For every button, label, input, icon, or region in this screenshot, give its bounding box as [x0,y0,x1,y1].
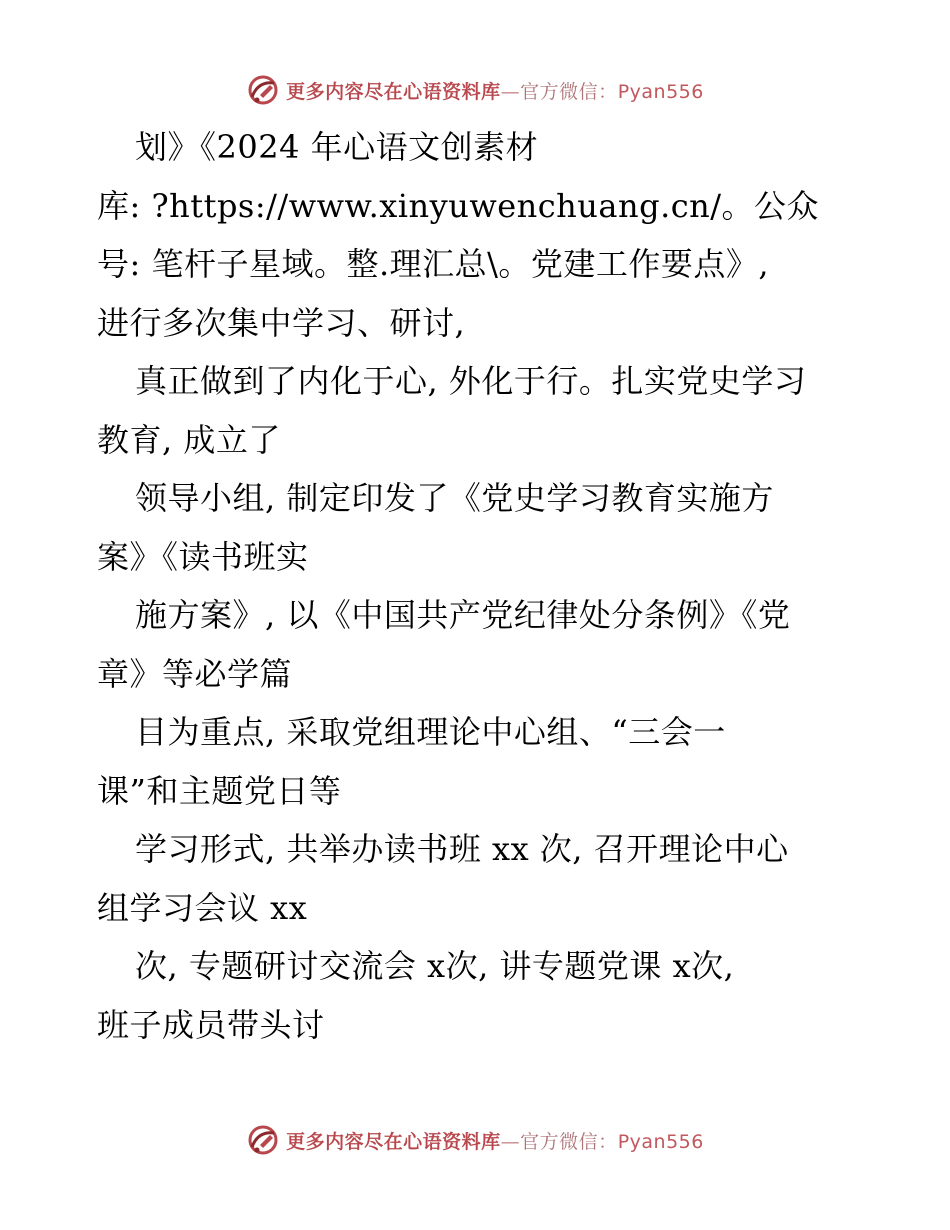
text-line: 目为重点, 采取党组理论中心组、“三会一 [135,713,726,751]
text-line: 真正做到了内化于心, 外化于行。扎实党史学习 [135,362,807,400]
footer-banner [0,1120,950,1160]
text-line: 案》《读书班实 [97,537,309,576]
text-line: 学习形式, 共举办读书班 xx 次, 召开理论中心 [135,830,789,868]
text-line: 领导小组, 制定印发了《党史学习教育实施方 [135,479,774,517]
text-line: 班子成员带头讨 [97,1005,325,1044]
document-body [97,118,887,1054]
text-line: 次, 专题研讨交流会 x次, 讲专题党课 x次, [135,947,735,985]
text-line: 划》《2024 年心语文创素材 [135,128,539,166]
header-banner [0,70,950,110]
text-line: 课”和主题党日等 [97,771,342,810]
text-line: 号: 笔杆子星域。整.理汇总\。党建工作要点》, [97,245,770,283]
banner-main-text: 更多内容尽在心语资料库 [286,1130,501,1153]
pen-swirl-logo-icon [246,73,280,107]
banner-main-text: 更多内容尽在心语资料库 [286,80,501,103]
banner-dash: — [500,80,521,103]
text-line: 库: ?https://www.xinyuwenchuang.cn/。公众 [97,186,820,225]
pen-swirl-logo-icon [246,1123,280,1157]
banner-wechat-id: Pyan556 [617,1130,704,1153]
text-line: 进行多次集中学习、研讨, [97,303,466,342]
banner-dash: — [500,1130,521,1153]
text-line: 施方案》, 以《中国共产党纪律处分条例》《党 [135,596,791,634]
text-line: 组学习会议 xx [97,888,308,927]
text-line: 章》等必学篇 [97,654,293,693]
banner-wechat-label: 官方微信： [520,80,618,103]
banner-wechat-label: 官方微信： [520,1130,618,1153]
text-line: 教育, 成立了 [97,420,281,459]
banner-wechat-id: Pyan556 [617,80,704,103]
